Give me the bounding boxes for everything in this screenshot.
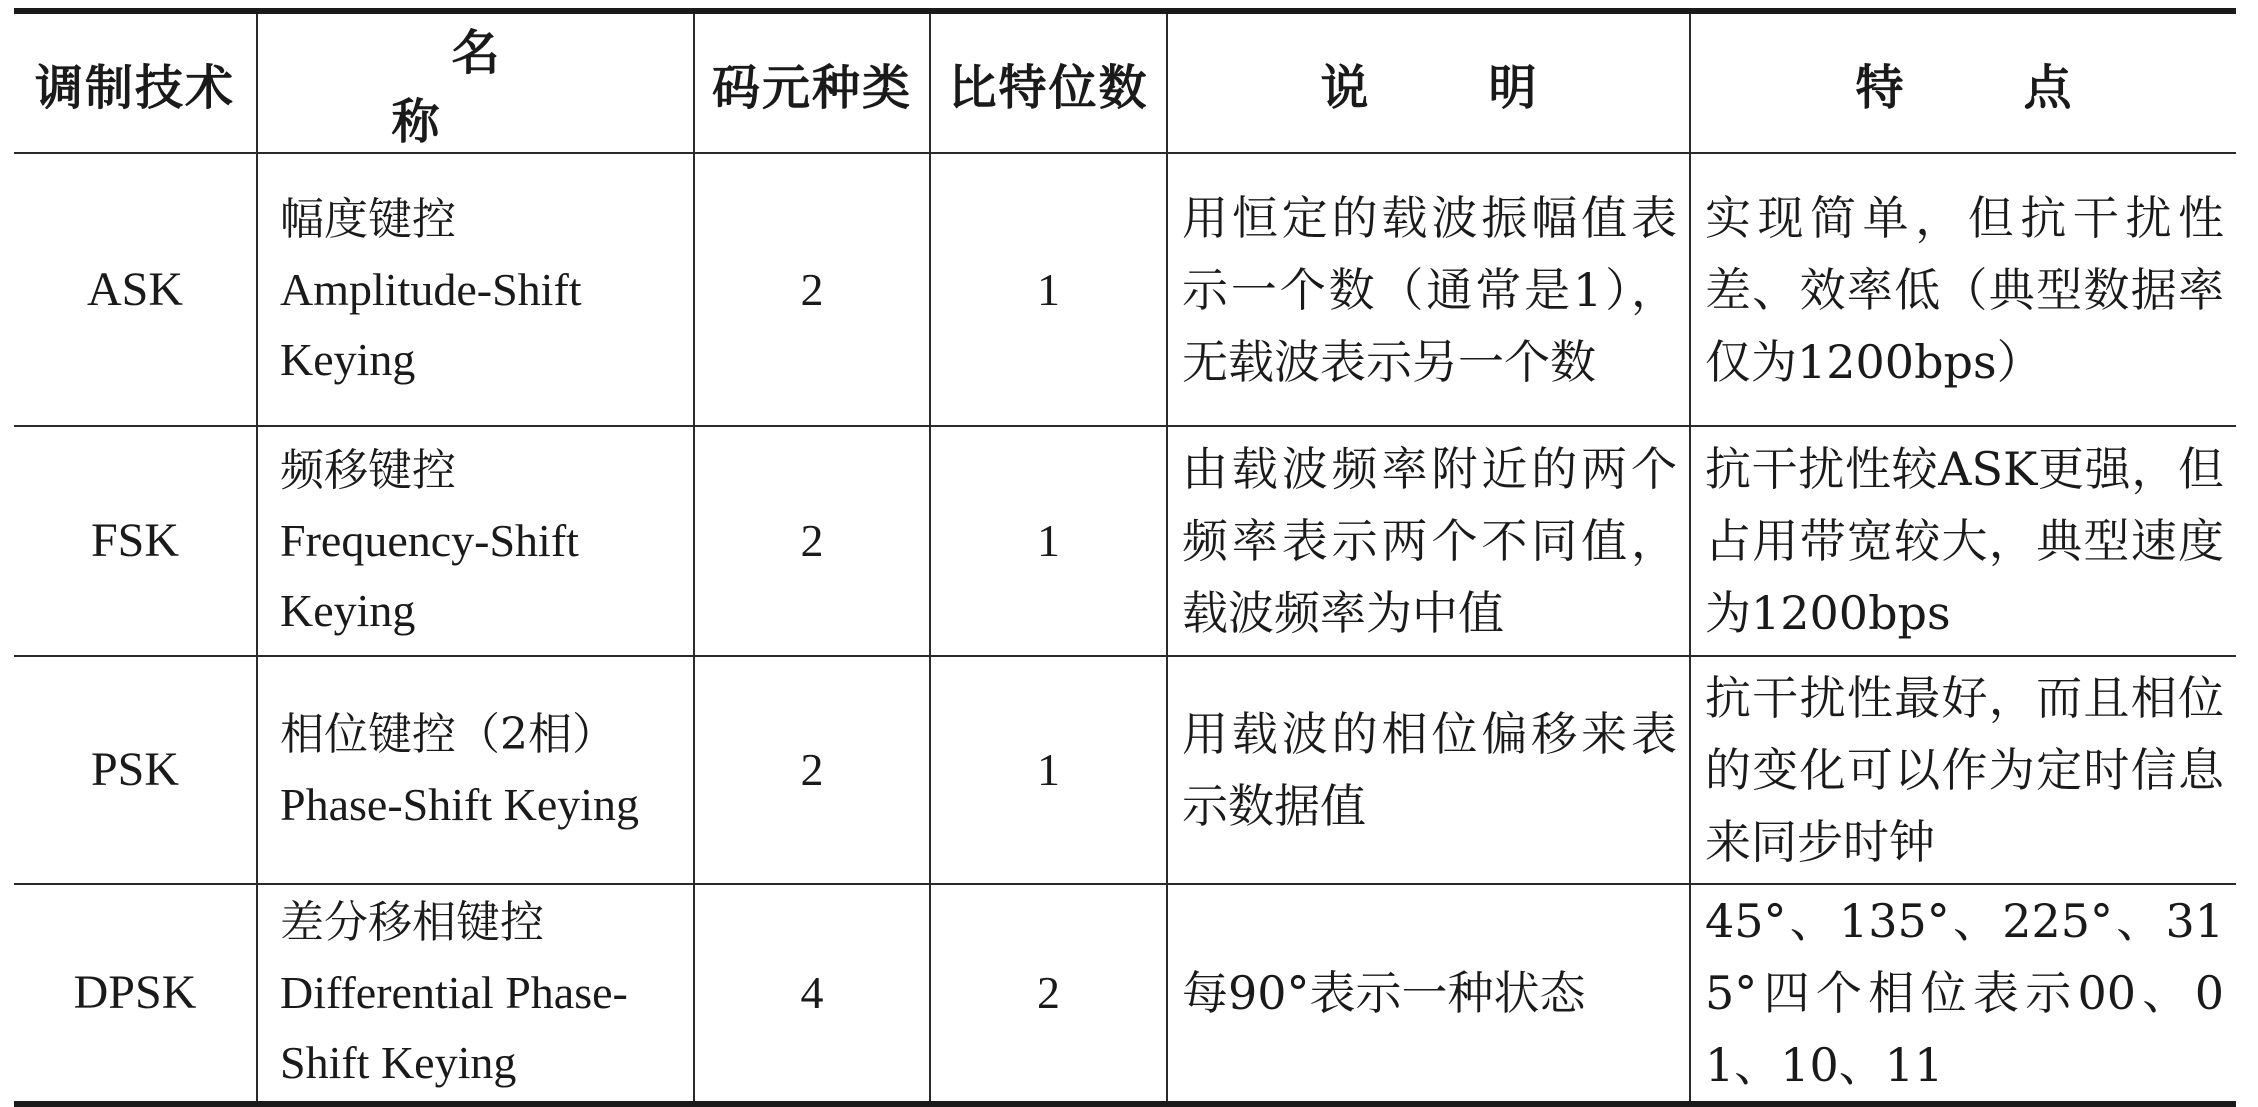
cell-name (257, 884, 694, 1104)
cell-symbol-types: 2 (694, 656, 930, 884)
header-row (14, 11, 2236, 153)
name-en: Differential Phase-Shift Keying (280, 967, 628, 1088)
cell-features: 实现简单，但抗干扰性差、效率低（典型数据率仅为1200bps） (1690, 153, 2236, 426)
table-header (14, 11, 2236, 153)
table-row (14, 884, 2236, 1104)
header-desc: 说明 (1167, 11, 1690, 153)
cell-tech: FSK (14, 426, 257, 656)
cell-bits: 1 (930, 656, 1167, 884)
table-row (14, 656, 2236, 884)
cell-features: 抗干扰性最好，而且相位的变化可以作为定时信息来同步时钟 (1690, 656, 2236, 884)
name-en: Amplitude-Shift Keying (280, 263, 582, 385)
cell-desc: 每90°表示一种状态 (1167, 884, 1690, 1104)
cell-bits: 1 (930, 426, 1167, 656)
name-cn: 幅度键控 (280, 193, 456, 245)
cell-name (257, 153, 694, 426)
cell-tech: DPSK (14, 884, 257, 1104)
cell-bits: 1 (930, 153, 1167, 426)
name-cn: 频移键控 (280, 445, 456, 496)
modulation-table (14, 8, 2236, 1107)
name-cn: 相位键控（2相） (280, 709, 616, 760)
cell-name (257, 426, 694, 656)
cell-name (257, 656, 694, 884)
cell-symbol-types: 4 (694, 884, 930, 1104)
cell-tech: ASK (14, 153, 257, 426)
cell-desc: 用恒定的载波振幅值表示一个数（通常是1），无载波表示另一个数 (1167, 153, 1690, 426)
header-symbol-types: 码元种类 (694, 11, 930, 153)
cell-desc: 用载波的相位偏移来表示数据值 (1167, 656, 1690, 884)
table-row (14, 426, 2236, 656)
cell-symbol-types: 2 (694, 426, 930, 656)
cell-symbol-types: 2 (694, 153, 930, 426)
header-bits: 比特位数 (930, 11, 1167, 153)
name-cn: 差分移相键控 (280, 897, 544, 948)
cell-features: 45°、135°、225°、315°四个相位表示00、01、10、11 (1690, 884, 2236, 1104)
table-body (14, 153, 2236, 1104)
name-en: Frequency-Shift Keying (280, 515, 579, 636)
cell-bits: 2 (930, 884, 1167, 1104)
header-features: 特点 (1690, 11, 2236, 153)
header-tech: 调制技术 (14, 11, 257, 153)
table-row (14, 153, 2236, 426)
cell-features: 抗干扰性较ASK更强，但占用带宽较大，典型速度为1200bps (1690, 426, 2236, 656)
header-name: 名称 (257, 11, 694, 153)
name-en: Phase-Shift Keying (280, 779, 640, 830)
cell-tech: PSK (14, 656, 257, 884)
cell-desc: 由载波频率附近的两个频率表示两个不同值，载波频率为中值 (1167, 426, 1690, 656)
